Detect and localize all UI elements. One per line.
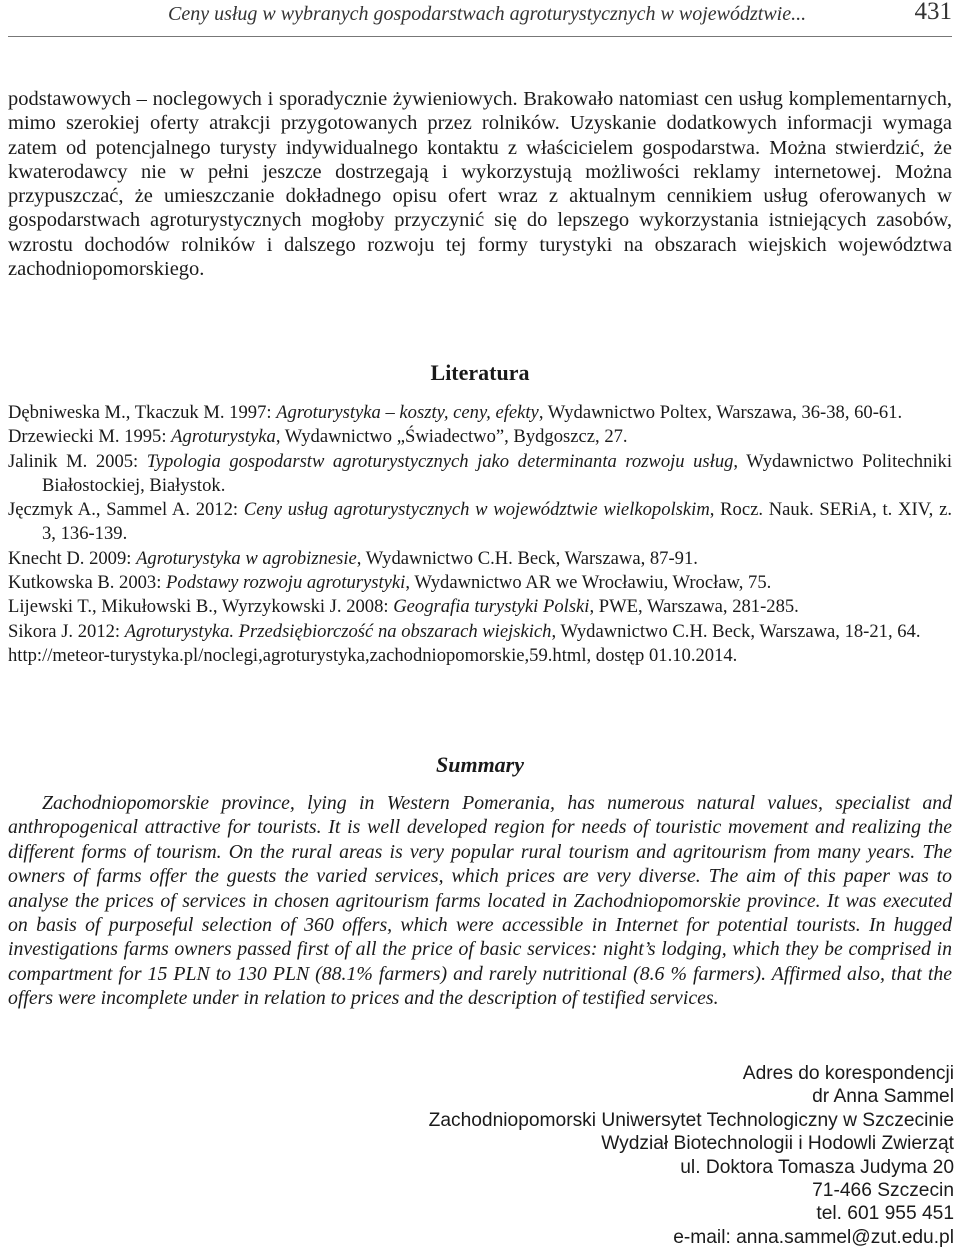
reference-title: Geografia turystyki Polski [393,596,590,618]
reference-title: Ceny usług agroturystycznych w województwie wielkopolskim [243,499,710,521]
reference-author: Kutkowska B. 2003: [8,572,167,594]
reference-author: Jalinik M. 2005: [8,450,147,472]
email[interactable]: e-mail: anna.sammel@zut.edu.pl [673,1226,954,1248]
summary-text: Zachodniopomorskie province, lying in Western Pomerania, has numerous natural values, specialist and anthropogenical attractive for tourists. It is well developed region for needs of touristic movement and realizing the different forms of tourism. On the rural areas is very popular rural tourism and agritourism from many years. The owners of farms offer the guests the varied services, which prices are very diverse. The aim of this paper was to analyse the prices of services in chosen agritourism farms located in Zachodniopomorskie province. It was executed on basis of purposeful selection of 360 offers, which were accessible in Internet for potential tourists. In hugged investigations farms owners passed first of all the price of basic services: night’s lodging, which they be comprised in compartment for 15 PLN to 130 PLN (88.1% farmers) and rarely nutritional (8.6 % farmers). Affirmed also, that the offers were incomplete under in relation to prices and the description of testified services. [8,792,952,1010]
body-paragraph: podstawowych – noclegowych i sporadycznie żywieniowych. Brakowało natomiast cen usług komplementarnych, mimo szerokiej oferty atrakcji przygotowanych przez rolników. Uzyskanie dodatkowych informacji wymaga zatem od potencjalnego turysty indywidualnego kontaktu z właścicielem gospodarstwa. Można stwierdzić, że kwaterodawcy nie w pełni jeszcze dostrzegają i wykorzystują możliwości reklamy internetowej. Można przypuszczać, że umieszczanie dokładnego opisu ofert wraz z aktualnym cennikiem usług oferowanych w gospodarstwach agroturystycznych mogłoby przyczynić się do lepszego wykorzystania istniejących zasobów, wzrostu dochodów rolników i dalszego rozwoju tej formy turystyki na obszarach wiejskich województwa zachodniopomorskiego. [8,88,952,281]
address-label: Adres do korespondencji [742,1063,954,1084]
reference-title: Agroturystyka w agrobiznesie [136,547,357,569]
author-name: dr Anna Sammel [812,1086,954,1108]
correspondence-address [254,1062,954,1249]
summary-heading: Summary [435,752,525,777]
street: ul. Doktora Tomasza Judyma 20 [680,1156,954,1178]
reference-title: Agroturystyka – koszty, ceny, efekty [276,402,539,423]
city: 71-466 Szczecin [812,1180,954,1202]
running-head [8,0,952,37]
reference-publisher: , Rocz. Nauk. SERiA, t. XIV, z. 3, 136-139. [42,499,952,545]
reference-item [8,498,952,547]
reference-title: Podstawy rozwoju agroturystyki [166,572,406,594]
reference-publisher: , Wydawnictwo Poltex, Warszawa, 36-38, 60-61. [538,402,903,423]
running-title: Ceny usług w wybranych gospodarstwach agroturystycznych w województwie... [168,3,807,25]
reference-title: Agroturystyka. Przedsiębiorczość na obszarach wiejskich [124,620,552,642]
reference-publisher: , Wydawnictwo C.H. Beck, Warszawa, 18-21, 64. [551,620,921,642]
reference-item [8,450,952,499]
reference-author: Dębniweska M., Tkaczuk M. 1997: [8,402,277,423]
body-text [8,87,952,281]
reference-item [8,401,952,425]
reference-publisher: , Wydawnictwo Politechniki Białostockiej, Białystok. [42,450,952,496]
reference-title: Typologia gospodarstw agroturystycznych jako determinanta rozwoju usług [146,450,734,472]
reference-publisher: , Wydawnictwo „Świadectwo”, Bydgoszcz, 27. [275,426,628,448]
reference-item [8,620,952,644]
university: Zachodniopomorski Uniwersytet Technologiczny w Szczecinie [428,1109,954,1131]
reference-author: Sikora J. 2012: [8,620,125,642]
reference-publisher: , Wydawnictwo AR we Wrocławiu, Wrocław, 75. [405,572,772,594]
reference-item [8,595,952,619]
reference-publisher: , Wydawnictwo C.H. Beck, Warszawa, 87-91. [356,547,698,569]
faculty: Wydział Biotechnologii i Hodowli Zwierząt [601,1133,954,1155]
reference-list [8,401,952,668]
reference-url[interactable]: http://meteor-turystyka.pl/noclegi,agroturystyka,zachodniopomorskie,59.html, dostęp 01.10.2014. [8,644,738,666]
reference-title: Agroturystyka [171,426,276,448]
reference-author: Lijewski T., Mikułowski B., Wyrzykowski J. 2008: [8,596,394,618]
page-number: 431 [914,0,952,25]
reference-author: Drzewiecki M. 1995: [8,426,172,448]
literature-heading: Literatura [430,360,530,385]
reference-author: Knecht D. 2009: [8,547,137,569]
reference-item [8,571,952,595]
reference-author: Jęczmyk A., Sammel A. 2012: [8,499,244,521]
reference-item [8,425,952,449]
phone: tel. 601 955 451 [816,1203,954,1225]
reference-item [8,547,952,571]
reference-publisher: , PWE, Warszawa, 281-285. [589,596,799,618]
